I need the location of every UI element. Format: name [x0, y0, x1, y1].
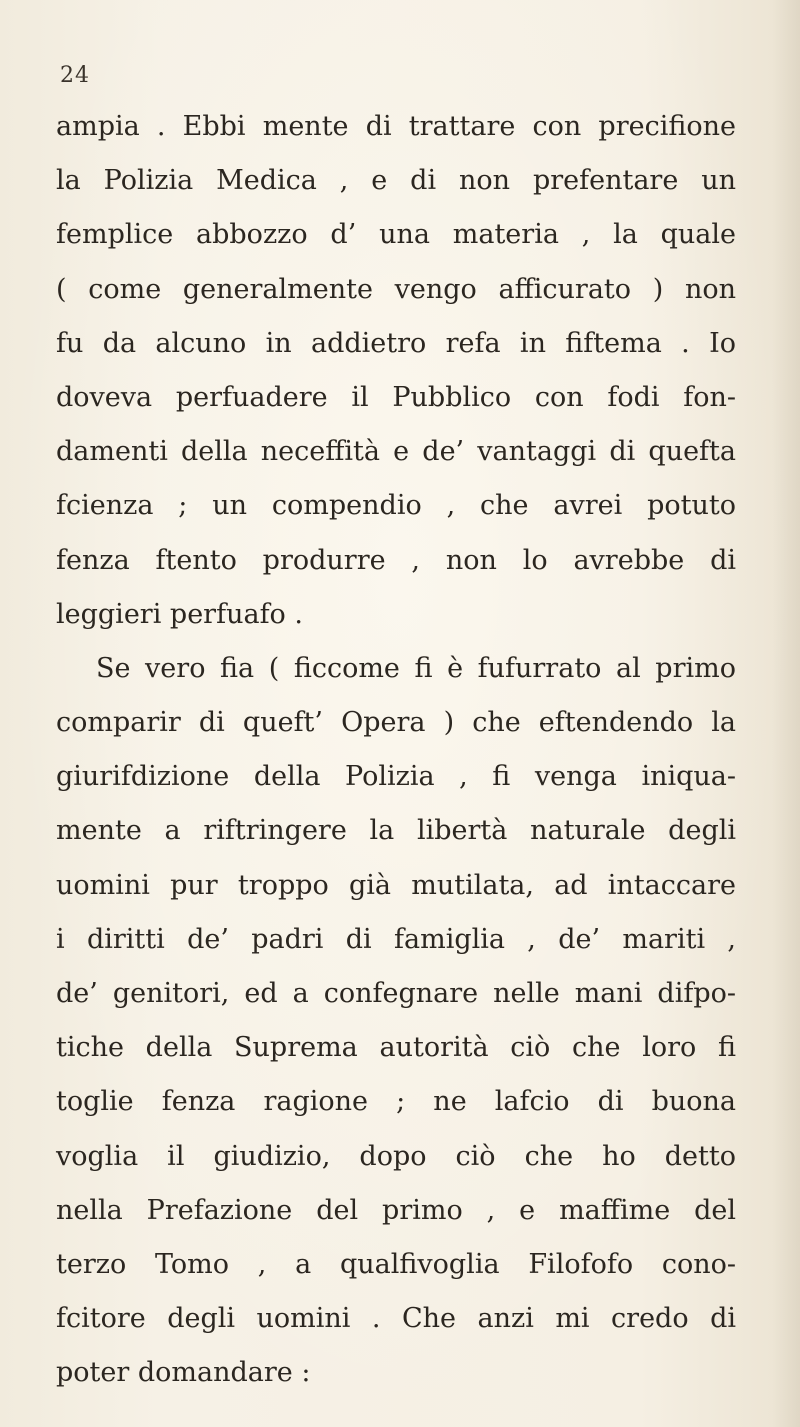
text-line: femplice abbozzo d’ una materia , la quale	[56, 219, 736, 251]
text-line: la Polizia Medica , e di non prefentare un	[56, 165, 736, 197]
text-line: terzo Tomo , a qualfivoglia Filofofo cono-	[56, 1248, 736, 1280]
body-text	[56, 100, 736, 1401]
text-line: toglie fenza ragione ; ne lafcio di buona	[56, 1086, 736, 1118]
text-line: fcienza ; un compendio , che avrei potuto	[56, 490, 736, 522]
text-line: tiche della Suprema autorità ciò che loro fi	[56, 1032, 736, 1064]
text-line: damenti della neceffità e de’ vantaggi di quefta	[56, 436, 736, 468]
page-edge-shadow	[772, 0, 800, 1427]
text-line: fcitore degli uomini . Che anzi mi credo di	[56, 1303, 736, 1335]
page-number: 24	[60, 63, 90, 88]
text-line: doveva perfuadere il Pubblico con fodi fon-	[56, 381, 736, 413]
text-line: fu da alcuno in addietro refa in fiftema . Io	[56, 327, 736, 359]
text-line: de’ genitori, ed a confegnare nelle mani difpo-	[56, 978, 736, 1009]
text-line: fenza ftento produrre , non lo avrebbe di	[56, 544, 736, 576]
text-line: mente a riftringere la libertà naturale degli	[56, 815, 736, 847]
text-line: voglia il giudizio, dopo ciò che ho detto	[56, 1140, 736, 1172]
text-line: giurifdizione della Polizia , fi venga iniqua-	[56, 761, 736, 793]
text-line: ( come generalmente vengo afficurato ) non	[56, 273, 736, 305]
text-line: poter domandare :	[56, 1357, 311, 1389]
text-line: uomini pur troppo già mutilata, ad intaccare	[56, 869, 736, 901]
text-line: ampia . Ebbi mente di trattare con precifione	[56, 111, 736, 142]
text-line: i diritti de’ padri di famiglia , de’ mariti ,	[56, 923, 736, 955]
text-line: comparir di queft’ Opera ) che eftendendo la	[56, 707, 736, 739]
text-line: leggieri perfuafo .	[56, 598, 303, 630]
text-line: nella Prefazione del primo , e maffime del	[56, 1194, 736, 1226]
paragraph-first-line: Se vero fia ( ficcome fi è fufurrato al primo	[96, 652, 736, 684]
